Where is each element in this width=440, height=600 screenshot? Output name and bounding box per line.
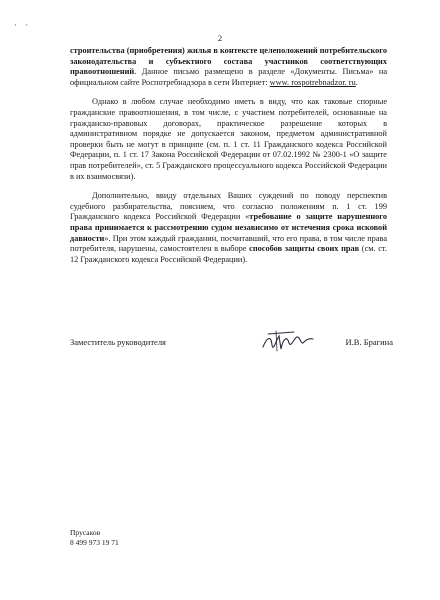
- paragraph-1-end: .: [355, 77, 358, 87]
- paragraph-1: [70, 46, 387, 88]
- corner-marks: · ·: [14, 20, 32, 30]
- paragraph-1-text: . Данное письмо размещено в разделе «Документы. Письма» на официальном сайте Роспотребнадзора в сети Интернет:: [70, 67, 387, 87]
- website-link[interactable]: www. rospotrebnadzor. ru: [269, 77, 356, 87]
- paragraph-3-bold-2: способов защиты своих прав: [249, 244, 360, 254]
- letter-body: [70, 46, 387, 265]
- contact-phone: 8 499 973 19 71: [70, 537, 119, 547]
- signer-title: Заместитель руководителя: [70, 337, 166, 347]
- paragraph-3-text-3: (см. ст. 12 Гражданского кодекса Российской Федерации).: [70, 244, 388, 264]
- handwritten-signature: [260, 325, 316, 355]
- page-number: 2: [217, 33, 223, 43]
- paragraph-3: [70, 191, 387, 265]
- signer-name: И.В. Брагина: [345, 337, 393, 347]
- paragraph-2: Однако в любом случае необходимо иметь в виду, что как таковые спорные гражданские правоотношения, в том числе, с участием потребителей, основанные на гражданско-правовых договорах, практическое разрешение которых в административном порядке не допускается законом, предметом административной проверки быть не могут в принципе (см. п. 1 ст. 11 Гражданского кодекса Российской Федерации, п. 1 ст. 17 Закона Российской Федерации от 07.02.1992 № 2300-1 «О защите прав потребителей», ст. 5 Гражданского процессуального кодекса Российской Федерации в их взаимосвязи).: [70, 97, 387, 181]
- signature-block: [70, 325, 393, 355]
- paragraph-1-bold: строительства (приобретения) жилья в контексте целеположений потребительского законодательства и субъектного состава участников соответствующих правоотношений: [70, 46, 387, 77]
- contact-block: [70, 528, 119, 547]
- paragraph-3-text-1: Дополнительно, ввиду отдельных Ваших суждений по поводу перспектив судебного разбирательства, поясняем, что согласно положениям п. 1 ст. 199 Гражданского кодекса Российской Федерации «: [70, 191, 387, 222]
- paragraph-3-bold-1: требование о защите нарушенного права принимается к рассмотрению судом независимо от истечения срока исковой давности: [70, 212, 387, 243]
- paragraph-3-text-2: ». При этом каждый гражданин, посчитавший, что его права, в том числе права потребителя, нарушены, самостоятелен в выборе: [70, 233, 387, 254]
- contact-name: Прусаков: [70, 528, 101, 537]
